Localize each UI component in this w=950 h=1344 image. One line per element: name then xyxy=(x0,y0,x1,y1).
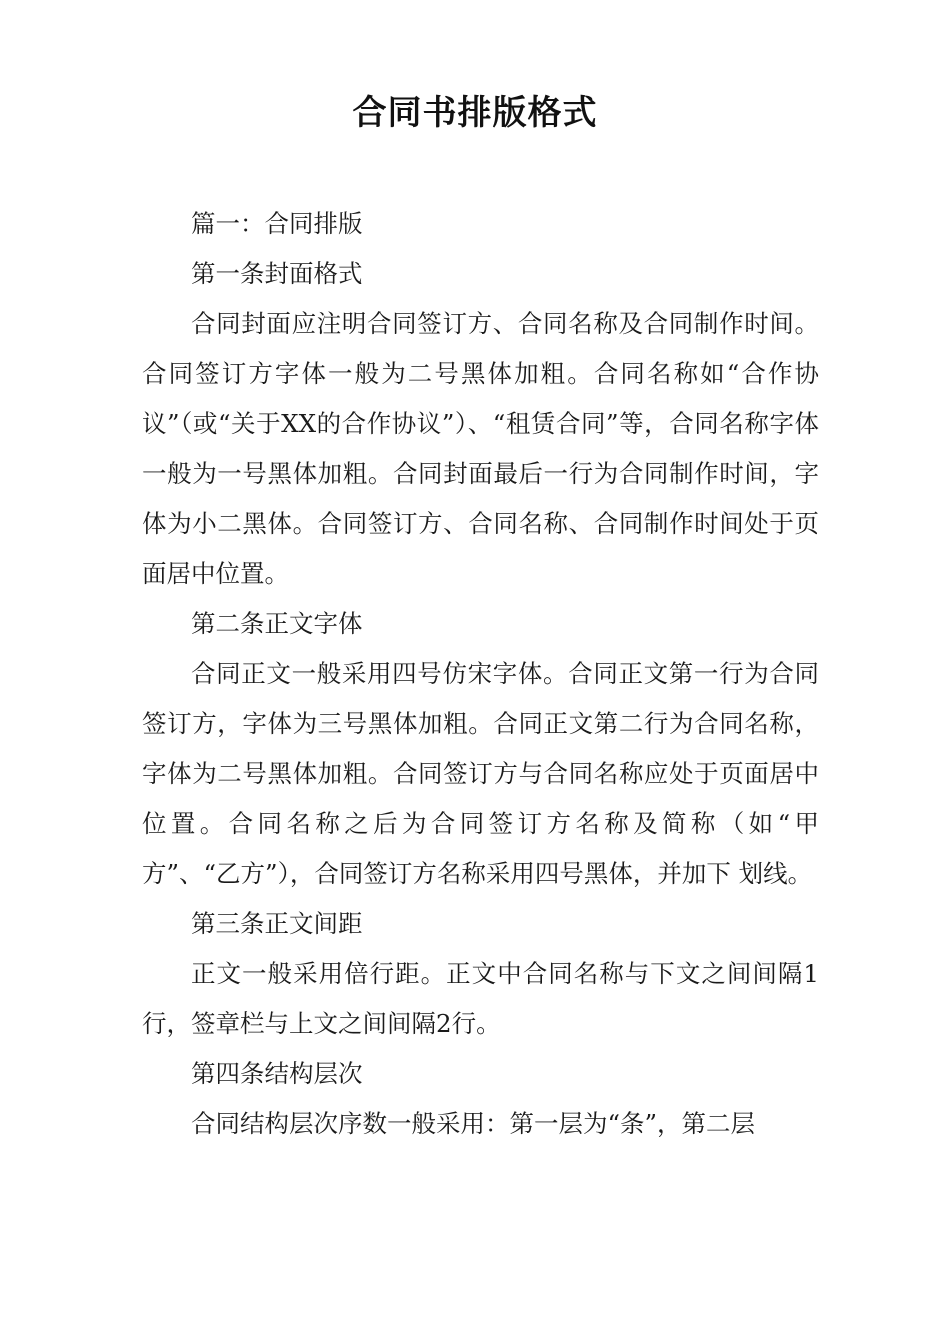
document-title: 合同书排版格式 xyxy=(352,93,598,133)
article-heading-body-font: 第二条正文字体 xyxy=(191,609,363,638)
article-paragraph-structure: 合同结构层次序数一般采用：第一层为“条”，第二层 xyxy=(191,1109,756,1138)
article-heading-structure: 第四条结构层次 xyxy=(191,1059,363,1088)
section-heading: 篇一：合同排版 xyxy=(191,209,363,238)
document-body xyxy=(142,199,819,1149)
article-paragraph-cover-format: 合同封面应注明合同签订方、合同名称及合同制作时间。合同签订方字体一般为二号黑体加粗。合同名称如“合作协议”（或“关于XX的合作协议”）、“租赁合同”等，合同名称字体一般为一号黑体加粗。合同封面最后一行为合同制作时间，字体为小二黑体。合同签订方、合同名称、合同制作时间处于页面居中位置。 xyxy=(142,309,819,588)
article-paragraph-body-font: 合同正文一般采用四号仿宋字体。合同正文第一行为合同签订方，字体为三号黑体加粗。合同正文第二行为合同名称，字体为二号黑体加粗。合同签订方与合同名称应处于页面居中位置。合同名称之后为合同签订方名称及简称（如“甲 方”、“乙方”），合同签订方名称采用四号黑体，并加下 划线。 xyxy=(142,659,819,888)
article-heading-body-spacing: 第三条正文间距 xyxy=(191,909,363,938)
article-paragraph-body-spacing: 正文一般采用倍行距。正文中合同名称与下文之间间隔1行，签章栏与上文之间间隔2行。 xyxy=(142,959,819,1038)
article-heading-cover-format: 第一条封面格式 xyxy=(191,259,363,288)
